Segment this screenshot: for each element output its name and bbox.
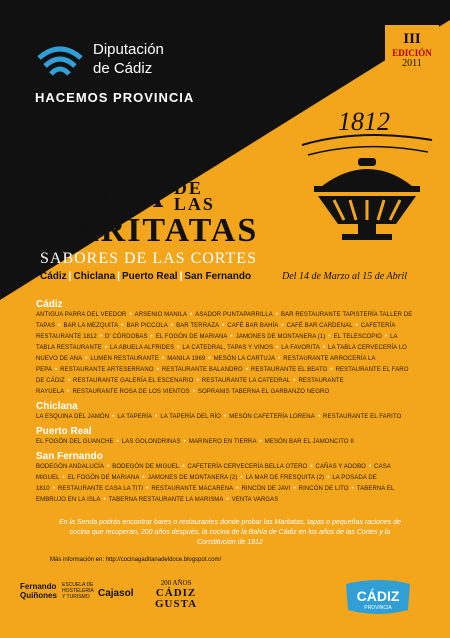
venue-item: MANILA 1969	[167, 356, 206, 362]
venue-item: MESÓN LA CARTUJA	[213, 356, 276, 362]
venue-item: CAFETERÍA RESTAURANTE 1812	[36, 323, 396, 340]
separator-dot-icon: •	[384, 334, 388, 340]
venue-item: LA FAVORITA	[281, 345, 320, 351]
separator-dot-icon: •	[112, 414, 115, 420]
title-de: DE	[173, 178, 203, 198]
separator-dot-icon: •	[150, 334, 153, 340]
separator-dot-icon: •	[226, 497, 229, 503]
venue-item: RESTAURANTE EL FARO DE CÁDIZ	[36, 367, 409, 384]
separator-dot-icon: •	[276, 345, 279, 351]
sponsor-cajasol: Cajasol	[98, 588, 134, 599]
separator-dot-icon: •	[121, 323, 124, 329]
separator-dot-icon: •	[103, 497, 106, 503]
separator-dot-icon: •	[351, 486, 354, 492]
cadiz-logo-text: CÁDIZ	[356, 588, 400, 604]
separator-dot-icon: •	[62, 475, 65, 481]
separator-dot-icon: •	[182, 464, 185, 470]
venue-item: CAÑAS Y ADOBO	[315, 464, 366, 470]
venue-item: BAR RESTAURANTE TAPISTERÍA TALLER DE TAPAS	[36, 312, 413, 329]
separator-dot-icon: •	[293, 378, 296, 384]
separator-dot-icon: •	[240, 475, 243, 481]
tureen-illustration-icon	[300, 100, 435, 260]
venue-item: RESTAURANTE GALERÍA EL ESCENARIO	[73, 378, 194, 384]
venue-item: LA TABLA CERVECERÍA LO NUEVO DE ANA	[36, 345, 407, 362]
more-info	[50, 557, 221, 563]
venue-item: RESTAURANTE LA CATEDRAL	[201, 378, 291, 384]
separator-dot-icon: •	[155, 414, 158, 420]
separator-dot-icon: •	[275, 312, 278, 318]
separator-dot-icon: •	[58, 323, 61, 329]
venue-item: BAR PICCOLA	[126, 323, 168, 329]
venue-item: EL FOGÓN DE MARIANA	[67, 475, 140, 481]
edition-year: 2011	[402, 58, 422, 69]
venue-item: CAFÉ BAR CARDENAL	[286, 323, 353, 329]
venue-list	[36, 437, 416, 448]
venue-item: VENTA VARGAS	[231, 497, 279, 503]
edition-number: III	[403, 31, 421, 47]
separator-dot-icon: •	[322, 345, 326, 351]
event-dates: Del 14 de Marzo al 15 de Abril	[282, 271, 408, 282]
separator-dot-icon: •	[104, 345, 108, 351]
cadiz-provincia-logo	[342, 578, 414, 618]
venue-list	[36, 462, 416, 506]
title-las: LAS	[173, 194, 215, 214]
cadiz-logo-sub: PROVINCIA	[364, 605, 392, 611]
venue-item: ASADOR PUNTAPARRILLA	[195, 312, 273, 318]
separator-dot-icon: •	[190, 312, 193, 318]
venue-item: BAR LA MEZQUITA	[63, 323, 119, 329]
separator-dot-icon: •	[196, 378, 199, 384]
venue-item: RESTAURANTE BALANDRO	[161, 367, 243, 373]
venue-item: LA ESQUINA DEL JAMÓN	[36, 414, 110, 420]
venue-item: BODEGÓN ANDALUCÍA	[36, 464, 105, 470]
venue-item: RESTAURANTE ARTESERRANO	[60, 367, 154, 373]
sponsor-escuela-hosteleria: ESCUELA DE HOSTELERÍA Y TURISMO	[62, 582, 94, 600]
venue-item: LUMEN RESTAURANTE	[90, 356, 160, 362]
venue-item: TABERNA RESTAURANTE LA MARISMA	[108, 497, 224, 503]
more-info-label: Más información en:	[50, 557, 105, 563]
venue-item: LA CATEDRAL, TAPAS Y VINOS	[182, 345, 274, 351]
venue-item: CAFETERÍA CERVECERÍA BELLA OTERO	[187, 464, 308, 470]
org-name-line1: Diputación	[93, 41, 164, 58]
separator-dot-icon: •	[293, 486, 296, 492]
organization-header	[35, 38, 194, 105]
sponsor-1a: Fernando	[20, 582, 57, 591]
more-info-url[interactable]: http://cocinagaditanadeldoce.blogspot.com/	[105, 557, 222, 563]
venue-item: JAMONES DE MONTANERA (2)	[147, 475, 238, 481]
town-cadiz: Cádiz	[40, 271, 67, 282]
section-title: Chiclana	[36, 401, 78, 412]
venue-item: MARINERO EN TIERRA	[188, 439, 257, 445]
event-subtitle: SABORES DE LAS CORTES	[40, 250, 257, 267]
separator-dot-icon: •	[222, 323, 225, 329]
venue-item: LA POSADA DE 1810	[36, 475, 377, 492]
separator-dot-icon: •	[281, 323, 284, 329]
section-title: Puerto Real	[36, 426, 92, 437]
venue-item: JAMONES DE MONTANERA (1)	[235, 334, 326, 340]
section-title: San Fernando	[36, 451, 103, 462]
venue-item: RESTAURANTE EL BEATO	[250, 367, 328, 373]
venue-item: RESTAURANTE CASA LA TITI	[57, 486, 144, 492]
town-chiclana: Chiclana	[73, 271, 116, 282]
section-title: Cádiz	[36, 299, 63, 310]
venue-item: LAS GOLONDRINAS	[121, 439, 181, 445]
venue-item: ANTIGUA PARRA DEL VEEDOR	[36, 312, 127, 318]
title-senda: SENDA	[40, 178, 164, 215]
separator-dot-icon: •	[54, 367, 58, 373]
venue-item: LA TAPERÍA	[117, 414, 153, 420]
venue-list	[36, 310, 416, 398]
event-title	[40, 180, 258, 268]
venue-item: TABERNA EL EMBRUJO EN LA ISLA	[36, 486, 395, 503]
separator-dot-icon: •	[368, 464, 372, 470]
separator-dot-icon: •	[67, 378, 71, 384]
edition-label: EDICIÓN	[392, 48, 432, 58]
separator-dot-icon: •	[230, 334, 233, 340]
year-script: 1812	[338, 107, 390, 136]
separator-dot-icon: •	[146, 486, 149, 492]
separator-dot-icon: •	[156, 367, 159, 373]
sponsor-cadiz-gusta	[155, 578, 197, 610]
separator-dot-icon: •	[208, 356, 211, 362]
separator-dot-icon: •	[183, 439, 186, 445]
separator-dot-icon: •	[224, 414, 227, 420]
venue-item: BODEGÓN DE MIGUEL	[112, 464, 180, 470]
separator-dot-icon: •	[142, 475, 145, 481]
separator-dot-icon: •	[170, 323, 174, 329]
venue-item: RESTAURANTE ROSA DE LOS VIENTOS	[72, 389, 190, 395]
venue-item: RESTAURANTE MACARENA	[151, 486, 234, 492]
sponsor-4c: GUSTA	[155, 598, 198, 610]
separator-dot-icon: •	[355, 323, 358, 329]
venue-item: MESÓN BAR EL JAMONCITO II	[264, 439, 354, 445]
org-slogan: HACEMOS PROVINCIA	[35, 90, 195, 105]
venue-item: CAFÉ BAR BAHÍA	[227, 323, 279, 329]
venue-item: ARSENIO MANILA	[134, 312, 188, 318]
separator-dot-icon: •	[177, 345, 180, 351]
diputacion-logo-icon	[35, 38, 85, 80]
separator-dot-icon: •	[245, 367, 248, 373]
venue-item: RESTAURANTE RAYUELA	[36, 378, 344, 395]
separator-dot-icon: •	[278, 356, 281, 362]
towns-list: Cádiz | Chiclana | Puerto Real | San Fernando	[40, 271, 252, 282]
sponsor-fernando-quinones	[20, 582, 57, 600]
venue-item: LA TABLA RESTAURANTE	[36, 334, 398, 351]
separator-dot-icon: •	[99, 334, 103, 340]
separator-dot-icon: •	[236, 486, 239, 492]
separator-dot-icon: •	[85, 356, 88, 362]
org-name-line2: de Cádiz	[93, 60, 153, 77]
venue-item: BAR TERRAZA	[176, 323, 220, 329]
separator-dot-icon: •	[52, 486, 55, 492]
sponsor-1b: Quiñones	[20, 591, 57, 600]
separator-dot-icon: •	[330, 367, 333, 373]
venue-item: LA MAR DE FRESQUITA (2)	[245, 475, 325, 481]
separator-dot-icon: •	[67, 389, 70, 395]
separator-dot-icon: •	[116, 439, 119, 445]
venue-item: EL TELESCOPIO	[333, 334, 382, 340]
venue-item: RINCÓN DE JAVI	[241, 486, 291, 492]
venue-item: EL FOGÓN DEL GUANCHE	[36, 439, 114, 445]
venue-list	[36, 412, 416, 423]
venue-item: D' CÓRDOBAS	[105, 334, 148, 340]
event-description: En la Senda podrás encontrar bares o restaurantes donde probar las Maritatas, tapas o pequeñas raciones de cocina que recuperan, 200 años después, la cocina de la Bahía de Cádiz en los años de las Cortes y la Constitución de 1812	[58, 519, 402, 546]
venue-item: CASA MIGUEL	[36, 464, 391, 481]
venue-item: LA TAPERÍA DEL RÍO	[160, 414, 222, 420]
venue-listing	[36, 296, 416, 506]
town-puerto-real: Puerto Real	[121, 271, 178, 282]
separator-dot-icon: •	[162, 356, 165, 362]
sponsor-4a: 200 AÑOS	[160, 579, 192, 587]
venue-item: MESÓN CAFETERÍA LORENA	[229, 414, 315, 420]
separator-dot-icon: •	[328, 334, 331, 340]
venue-item: SOPRANIS TABERNA EL GARBANZO NEGRO	[197, 389, 330, 395]
venue-item: RESTAURANTE EL FARITO	[323, 414, 402, 420]
venue-item: EL FOGÓN DE MARIANA	[155, 334, 228, 340]
separator-dot-icon: •	[310, 464, 313, 470]
separator-dot-icon: •	[129, 312, 132, 318]
venue-item: RESTAURANTE ARROCERÍA LA PEPA	[36, 356, 376, 373]
separator-dot-icon: •	[192, 389, 195, 395]
separator-dot-icon: •	[107, 464, 110, 470]
edition-badge	[385, 25, 439, 85]
separator-dot-icon: •	[327, 475, 330, 481]
venue-item: RINCÓN DE LITO	[298, 486, 349, 492]
venue-item: LA ABUELA ALFRIDES	[110, 345, 175, 351]
title-maritatas: MARITATAS	[40, 212, 259, 249]
separator-dot-icon: •	[317, 414, 321, 420]
town-san-fernando: San Fernando	[184, 271, 252, 282]
separator-dot-icon: •	[259, 439, 262, 445]
sponsor-4b: CÁDIZ	[155, 587, 197, 599]
